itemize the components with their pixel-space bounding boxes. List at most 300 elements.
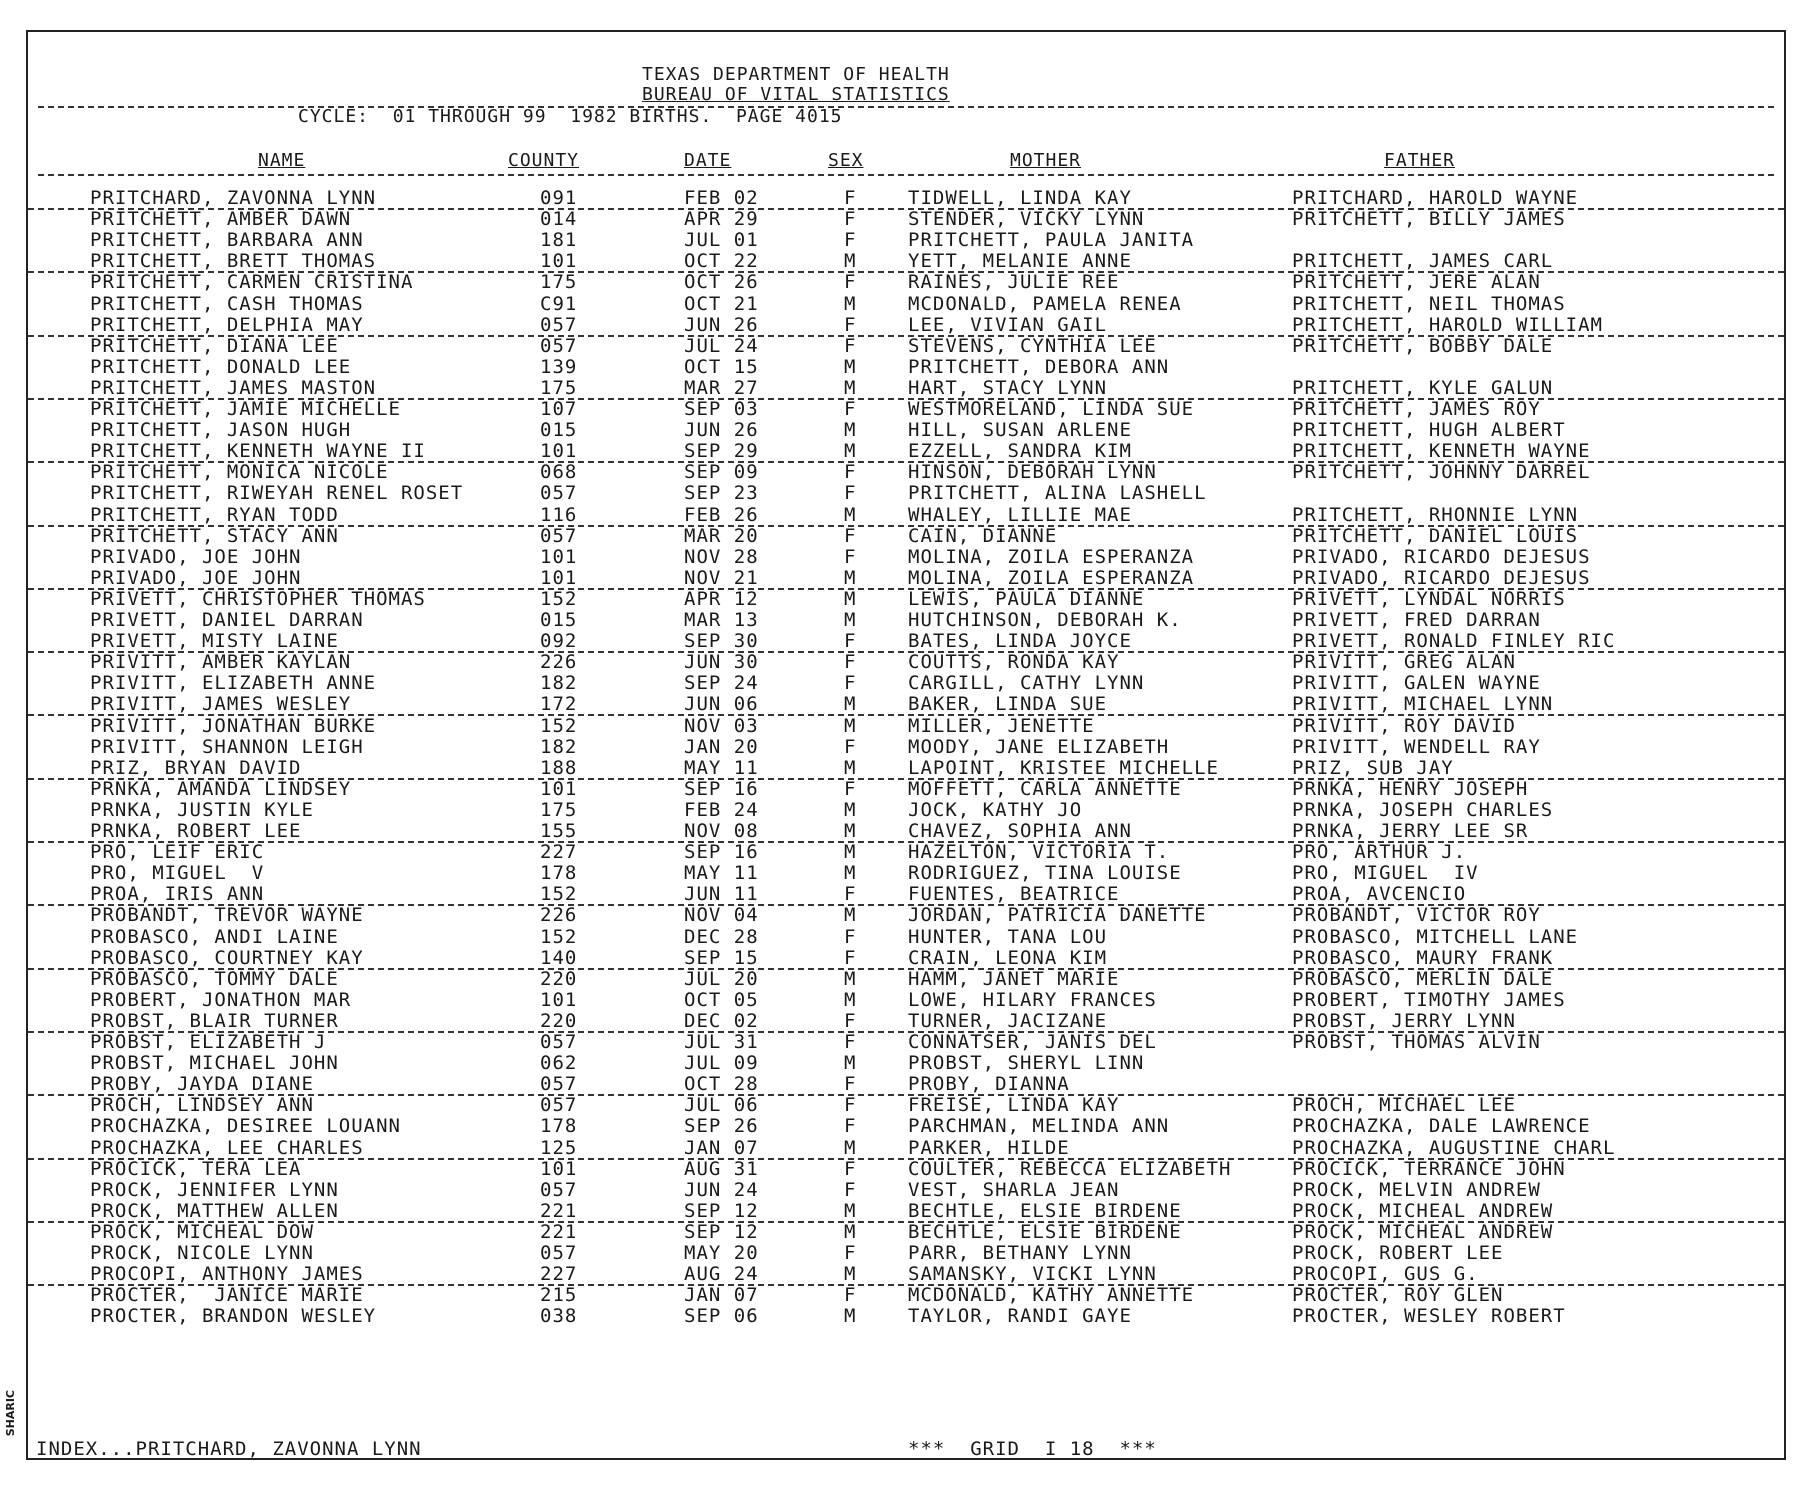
table-row xyxy=(28,482,1784,503)
cell-mother: PARR, BETHANY LYNN xyxy=(908,1242,1132,1264)
cell-mother: WESTMORELAND, LINDA SUE xyxy=(908,398,1195,420)
cell-date: SEP 26 xyxy=(684,1115,759,1138)
cell-sex: F xyxy=(844,735,857,758)
cell-father: PRITCHETT, BILLY JAMES xyxy=(1292,208,1566,231)
cell-father: PROCHAZKA, AUGUSTINE CHARL xyxy=(1292,1136,1616,1159)
cell-county: 125 xyxy=(540,1136,578,1159)
cell-father: PROCTER, WESLEY ROBERT xyxy=(1292,1305,1566,1328)
cell-mother: PROBY, DIANNA xyxy=(908,1073,1070,1096)
cell-name: PRIVITT, ELIZABETH ANNE xyxy=(90,672,377,695)
cell-county: 181 xyxy=(540,229,578,252)
cell-date: SEP 24 xyxy=(684,672,759,695)
table-row xyxy=(28,1179,1784,1200)
cell-sex: M xyxy=(844,419,857,442)
cell-name: PRIVITT, JAMES WESLEY xyxy=(90,693,352,716)
cell-date: DEC 28 xyxy=(684,925,759,948)
cell-father: PROCK, MICHEAL ANDREW xyxy=(1292,1199,1554,1222)
cell-date: SEP 09 xyxy=(684,461,759,484)
cell-sex: F xyxy=(844,630,857,653)
cell-county: 092 xyxy=(540,630,578,653)
cell-date: SEP 29 xyxy=(684,440,759,463)
cell-name: PROCK, NICOLE LYNN xyxy=(90,1242,314,1264)
cell-father: PROCHAZKA, DALE LAWRENCE xyxy=(1292,1115,1591,1138)
cell-name: PRIVADO, JOE JOHN xyxy=(90,545,302,568)
cell-name: PROCTER, BRANDON WESLEY xyxy=(90,1305,377,1328)
cell-sex: F xyxy=(844,1157,857,1180)
column-header-mother: MOTHER xyxy=(1010,150,1082,171)
cell-county: 182 xyxy=(540,672,578,695)
cell-county: 175 xyxy=(540,271,578,294)
cell-county: 057 xyxy=(540,1178,578,1201)
cell-sex: M xyxy=(844,1199,857,1222)
cell-father: PROBANDT, VICTOR ROY xyxy=(1292,904,1541,927)
cell-county: 057 xyxy=(540,334,578,357)
cell-date: JUL 06 xyxy=(684,1094,759,1117)
cell-name: PROBST, BLAIR TURNER xyxy=(90,1009,339,1032)
cell-name: PRITCHETT, RIWEYAH RENEL ROSET xyxy=(90,482,464,505)
cell-name: PROCK, MATTHEW ALLEN xyxy=(90,1199,339,1222)
cell-mother: JOCK, KATHY JO xyxy=(908,798,1083,821)
table-row xyxy=(28,1242,1784,1263)
table-row xyxy=(28,461,1784,482)
cell-father: PROCTER, ROY GLEN xyxy=(1292,1284,1504,1307)
cell-sex: F xyxy=(844,545,857,568)
cell-date: FEB 02 xyxy=(684,187,759,209)
table-row xyxy=(28,187,1784,210)
cell-date: APR 29 xyxy=(684,208,759,231)
cell-sex: M xyxy=(844,250,857,273)
cell-name: PRITCHETT, BARBARA ANN xyxy=(90,229,364,252)
cell-sex: F xyxy=(844,1009,857,1032)
cell-father: PROCOPI, GUS G. xyxy=(1292,1263,1479,1286)
column-header-name: NAME xyxy=(258,150,306,171)
cell-name: PRITCHETT, DELPHIA MAY xyxy=(90,313,364,336)
cell-county: 101 xyxy=(540,1157,578,1180)
cell-father: PRITCHETT, HUGH ALBERT xyxy=(1292,419,1566,442)
cell-date: JUN 26 xyxy=(684,419,759,442)
cell-date: NOV 08 xyxy=(684,820,759,842)
cell-county: 178 xyxy=(540,862,578,885)
table-row xyxy=(28,1137,1784,1160)
cell-name: PROCK, JENNIFER LYNN xyxy=(90,1178,339,1201)
cell-father: PRIZ, SUB JAY xyxy=(1292,756,1454,779)
cell-county: 152 xyxy=(540,883,578,906)
cell-county: 182 xyxy=(540,735,578,758)
cell-date: SEP 15 xyxy=(684,946,759,969)
cell-date: FEB 24 xyxy=(684,798,759,821)
cell-date: OCT 26 xyxy=(684,271,759,294)
cell-date: JUN 30 xyxy=(684,651,759,674)
cell-county: 014 xyxy=(540,208,578,231)
cell-date: SEP 16 xyxy=(684,841,759,864)
cell-father: PRIVETT, RONALD FINLEY RIC xyxy=(1292,630,1616,653)
cell-mother: BATES, LINDA JOYCE xyxy=(908,630,1132,653)
cell-mother: CRAIN, LEONA KIM xyxy=(908,946,1108,969)
cell-father: PRITCHETT, JERE ALAN xyxy=(1292,271,1541,294)
cell-county: 227 xyxy=(540,841,578,864)
cell-name: PRNKA, AMANDA LINDSEY xyxy=(90,777,352,800)
cell-sex: F xyxy=(844,1284,857,1307)
cell-mother: JORDAN, PATRICIA DANETTE xyxy=(908,904,1207,927)
cell-father: PRIVADO, RICARDO DEJESUS xyxy=(1292,545,1591,568)
cell-county: 152 xyxy=(540,714,578,737)
cell-name: PROCHAZKA, LEE CHARLES xyxy=(90,1136,364,1159)
table-row xyxy=(28,398,1784,419)
cell-sex: M xyxy=(844,1136,857,1159)
table-row xyxy=(28,1158,1784,1179)
cell-mother: TURNER, JACIZANE xyxy=(908,1009,1108,1032)
cell-name: PROBASCO, TOMMY DALE xyxy=(90,967,339,990)
cell-sex: F xyxy=(844,1073,857,1096)
cell-mother: COUTTS, RONDA KAY xyxy=(908,651,1120,674)
cell-father: PRITCHETT, JOHNNY DARREL xyxy=(1292,461,1591,484)
cell-mother: HAMM, JANET MARIE xyxy=(908,967,1120,990)
cell-county: 062 xyxy=(540,1052,578,1075)
cell-date: AUG 24 xyxy=(684,1263,759,1286)
cell-mother: BAKER, LINDA SUE xyxy=(908,693,1108,716)
cell-date: OCT 22 xyxy=(684,250,759,273)
cell-sex: M xyxy=(844,798,857,821)
table-row xyxy=(28,672,1784,693)
cell-county: 091 xyxy=(540,187,578,209)
cell-sex: M xyxy=(844,1052,857,1075)
table-row xyxy=(28,335,1784,356)
cell-date: JAN 07 xyxy=(684,1284,759,1307)
cell-date: JUL 01 xyxy=(684,229,759,252)
cell-date: SEP 23 xyxy=(684,482,759,505)
cell-name: PRNKA, JUSTIN KYLE xyxy=(90,798,314,821)
footer-index: INDEX...PRITCHARD, ZAVONNA LYNN xyxy=(36,1438,422,1460)
cell-date: MAY 20 xyxy=(684,1242,759,1264)
cell-name: PRIVETT, CHRISTOPHER THOMAS xyxy=(90,587,426,610)
cell-county: C91 xyxy=(540,292,578,315)
table-row xyxy=(28,778,1784,799)
cell-father: PROCH, MICHAEL LEE xyxy=(1292,1094,1516,1117)
cell-county: 101 xyxy=(540,988,578,1011)
cell-date: JUN 06 xyxy=(684,693,759,716)
column-header-divider xyxy=(38,174,1774,176)
cell-mother: VEST, SHARLA JEAN xyxy=(908,1178,1120,1201)
cell-county: 227 xyxy=(540,1263,578,1286)
cell-county: 139 xyxy=(540,355,578,378)
cell-name: PROBASCO, COURTNEY KAY xyxy=(90,946,364,969)
table-row xyxy=(28,947,1784,970)
cell-county: 038 xyxy=(540,1305,578,1328)
cell-county: 152 xyxy=(540,925,578,948)
table-row xyxy=(28,1010,1784,1033)
cell-county: 015 xyxy=(540,419,578,442)
table-row xyxy=(28,1305,1784,1326)
cell-name: PROBERT, JONATHON MAR xyxy=(90,988,352,1011)
cell-date: SEP 12 xyxy=(684,1199,759,1222)
cell-county: 101 xyxy=(540,777,578,800)
cell-sex: F xyxy=(844,672,857,695)
cell-mother: TAYLOR, RANDI GAYE xyxy=(908,1305,1132,1328)
column-header-county: COUNTY xyxy=(508,150,580,171)
cell-county: 057 xyxy=(540,313,578,336)
cell-county: 140 xyxy=(540,946,578,969)
cell-county: 057 xyxy=(540,524,578,547)
cell-mother: LOWE, HILARY FRANCES xyxy=(908,988,1157,1011)
column-header-date: DATE xyxy=(684,150,732,171)
cell-sex: F xyxy=(844,1094,857,1117)
cell-name: PROCTER, JANICE MARIE xyxy=(90,1284,364,1307)
cell-sex: M xyxy=(844,988,857,1011)
cell-sex: F xyxy=(844,482,857,505)
table-row xyxy=(28,567,1784,590)
cell-county: 215 xyxy=(540,1284,578,1307)
table-row xyxy=(28,1073,1784,1096)
table-row xyxy=(28,968,1784,989)
cell-date: AUG 31 xyxy=(684,1157,759,1180)
table-row xyxy=(28,989,1784,1010)
cell-sex: M xyxy=(844,566,857,589)
table-row xyxy=(28,377,1784,400)
cell-father: PRO, ARTHUR J. xyxy=(1292,841,1467,864)
cell-name: PRITCHETT, STACY ANN xyxy=(90,524,339,547)
cell-sex: F xyxy=(844,946,857,969)
cell-father: PRIVETT, LYNDAL NORRIS xyxy=(1292,587,1566,610)
cell-county: 155 xyxy=(540,820,578,842)
cell-mother: MILLER, JENETTE xyxy=(908,714,1095,737)
cell-mother: LEE, VIVIAN GAIL xyxy=(908,313,1108,336)
cell-county: 116 xyxy=(540,503,578,526)
cell-date: MAR 13 xyxy=(684,609,759,631)
cell-father: PRITCHETT, JAMES ROY xyxy=(1292,398,1541,420)
cell-father: PRIVADO, RICARDO DEJESUS xyxy=(1292,566,1591,589)
table-row xyxy=(28,1031,1784,1052)
cell-county: 101 xyxy=(540,566,578,589)
cell-county: 188 xyxy=(540,756,578,779)
cell-father: PROBERT, TIMOTHY JAMES xyxy=(1292,988,1566,1011)
cell-name: PRO, LEIF ERIC xyxy=(90,841,265,864)
table-row xyxy=(28,609,1784,630)
table-row xyxy=(28,1094,1784,1115)
cell-mother: PARKER, HILDE xyxy=(908,1136,1070,1159)
cell-county: 107 xyxy=(540,398,578,420)
cell-sex: F xyxy=(844,925,857,948)
cell-father: PRNKA, JERRY LEE SR xyxy=(1292,820,1529,842)
cell-name: PROBST, MICHAEL JOHN xyxy=(90,1052,339,1075)
cell-name: PRIVITT, AMBER KAYLAN xyxy=(90,651,352,674)
cell-name: PRITCHETT, CARMEN CRISTINA xyxy=(90,271,414,294)
cell-sex: F xyxy=(844,398,857,420)
cell-date: APR 12 xyxy=(684,587,759,610)
cell-sex: M xyxy=(844,1263,857,1286)
table-row xyxy=(28,693,1784,716)
cell-father: PRIVITT, ROY DAVID xyxy=(1292,714,1516,737)
cell-mother: PROBST, SHERYL LINN xyxy=(908,1052,1145,1075)
cell-mother: HUTCHINSON, DEBORAH K. xyxy=(908,609,1182,631)
cell-date: NOV 03 xyxy=(684,714,759,737)
cell-mother: EZZELL, SANDRA KIM xyxy=(908,440,1132,463)
cell-date: NOV 04 xyxy=(684,904,759,927)
cell-sex: F xyxy=(844,524,857,547)
cell-mother: STEVENS, CYNTHIA LEE xyxy=(908,334,1157,357)
cell-name: PRITCHETT, CASH THOMAS xyxy=(90,292,364,315)
cell-county: 057 xyxy=(540,1073,578,1096)
cell-name: PRITCHETT, JAMES MASTON xyxy=(90,376,377,399)
cell-date: OCT 05 xyxy=(684,988,759,1011)
cell-sex: M xyxy=(844,355,857,378)
cell-name: PRITCHETT, BRETT THOMAS xyxy=(90,250,377,273)
cell-mother: YETT, MELANIE ANNE xyxy=(908,250,1132,273)
cell-sex: F xyxy=(844,334,857,357)
cell-father: PRITCHARD, HAROLD WAYNE xyxy=(1292,187,1579,209)
cell-name: PROCH, LINDSEY ANN xyxy=(90,1094,314,1117)
table-row xyxy=(28,904,1784,925)
cell-sex: F xyxy=(844,461,857,484)
cell-date: JUL 09 xyxy=(684,1052,759,1075)
cell-sex: F xyxy=(844,883,857,906)
cell-father: PROCK, ROBERT LEE xyxy=(1292,1242,1504,1264)
cell-name: PRIZ, BRYAN DAVID xyxy=(90,756,302,779)
cell-mother: MCDONALD, KATHY ANNETTE xyxy=(908,1284,1195,1307)
cell-sex: M xyxy=(844,967,857,990)
cell-date: JUN 24 xyxy=(684,1178,759,1201)
table-row xyxy=(28,546,1784,567)
cell-name: PRO, MIGUEL V xyxy=(90,862,265,885)
cell-sex: F xyxy=(844,1031,857,1053)
cell-county: 015 xyxy=(540,609,578,631)
cell-sex: M xyxy=(844,1220,857,1243)
cell-name: PROBST, ELIZABETH J xyxy=(90,1031,327,1053)
cell-name: PROA, IRIS ANN xyxy=(90,883,265,906)
cell-date: JUL 24 xyxy=(684,334,759,357)
cell-county: 057 xyxy=(540,482,578,505)
table-row xyxy=(28,1284,1784,1305)
cell-mother: BECHTLE, ELSIE BIRDENE xyxy=(908,1199,1182,1222)
cell-name: PROCOPI, ANTHONY JAMES xyxy=(90,1263,364,1286)
cell-mother: HUNTER, TANA LOU xyxy=(908,925,1108,948)
cell-name: PRIVADO, JOE JOHN xyxy=(90,566,302,589)
cell-date: JUL 31 xyxy=(684,1031,759,1053)
cell-mother: MOLINA, ZOILA ESPERANZA xyxy=(908,545,1195,568)
cell-name: PRITCHETT, RYAN TODD xyxy=(90,503,339,526)
cell-sex: M xyxy=(844,609,857,631)
table-row xyxy=(28,630,1784,653)
table-row xyxy=(28,926,1784,947)
table-row xyxy=(28,799,1784,820)
cell-father: PRITCHETT, HAROLD WILLIAM xyxy=(1292,313,1603,336)
cell-name: PRNKA, ROBERT LEE xyxy=(90,820,302,842)
cell-name: PRITCHETT, JASON HUGH xyxy=(90,419,352,442)
cell-name: PRIVETT, MISTY LAINE xyxy=(90,630,339,653)
table-row xyxy=(28,651,1784,672)
cell-date: SEP 12 xyxy=(684,1220,759,1243)
cell-father: PROCK, MICHEAL ANDREW xyxy=(1292,1220,1554,1243)
cell-father: PROBST, THOMAS ALVIN xyxy=(1292,1031,1541,1053)
table-row xyxy=(28,525,1784,546)
cell-county: 152 xyxy=(540,587,578,610)
table-row xyxy=(28,757,1784,780)
cell-father: PRITCHETT, RHONNIE LYNN xyxy=(1292,503,1579,526)
cell-sex: F xyxy=(844,777,857,800)
cell-mother: FUENTES, BEATRICE xyxy=(908,883,1120,906)
table-row xyxy=(28,1263,1784,1286)
cell-date: MAR 27 xyxy=(684,376,759,399)
cell-mother: PARCHMAN, MELINDA ANN xyxy=(908,1115,1170,1138)
cell-mother: LAPOINT, KRISTEE MICHELLE xyxy=(908,756,1219,779)
cell-county: 175 xyxy=(540,798,578,821)
cell-father: PRIVETT, FRED DARRAN xyxy=(1292,609,1541,631)
cell-mother: SAMANSKY, VICKI LYNN xyxy=(908,1263,1157,1286)
cell-date: SEP 16 xyxy=(684,777,759,800)
cell-father: PROA, AVCENCIO xyxy=(1292,883,1467,906)
cell-name: PRITCHETT, MONICA NICOLE xyxy=(90,461,389,484)
cell-county: 221 xyxy=(540,1220,578,1243)
column-header-sex: SEX xyxy=(828,150,864,171)
cell-name: PROCICK, TERA LEA xyxy=(90,1157,302,1180)
cell-name: PRIVITT, SHANNON LEIGH xyxy=(90,735,364,758)
cell-mother: RAINES, JULIE REE xyxy=(908,271,1120,294)
cell-mother: LEWIS, PAULA DIANNE xyxy=(908,587,1145,610)
table-row xyxy=(28,588,1784,609)
cell-father: PRNKA, HENRY JOSEPH xyxy=(1292,777,1529,800)
cell-father: PROBASCO, MERLIN DALE xyxy=(1292,967,1554,990)
cell-mother: HINSON, DEBORAH LYNN xyxy=(908,461,1157,484)
cell-sex: M xyxy=(844,693,857,716)
table-row xyxy=(28,250,1784,273)
cell-father: PROCICK, TERRANCE JOHN xyxy=(1292,1157,1566,1180)
cell-father: PRITCHETT, KYLE GALUN xyxy=(1292,376,1554,399)
cell-name: PRITCHETT, JAMIE MICHELLE xyxy=(90,398,401,420)
cell-mother: HILL, SUSAN ARLENE xyxy=(908,419,1132,442)
table-row xyxy=(28,356,1784,377)
cell-sex: M xyxy=(844,756,857,779)
cell-sex: M xyxy=(844,820,857,842)
cell-date: DEC 02 xyxy=(684,1009,759,1032)
cell-sex: M xyxy=(844,292,857,315)
cell-father: PROBASCO, MAURY FRANK xyxy=(1292,946,1554,969)
cell-date: SEP 30 xyxy=(684,630,759,653)
cell-father: PRO, MIGUEL IV xyxy=(1292,862,1479,885)
table-row xyxy=(28,208,1784,229)
cell-name: PRITCHETT, DONALD LEE xyxy=(90,355,352,378)
cell-county: 057 xyxy=(540,1242,578,1264)
table-row xyxy=(28,229,1784,250)
footer-grid: *** GRID I 18 *** xyxy=(908,1438,1157,1460)
table-row xyxy=(28,862,1784,883)
cell-county: 057 xyxy=(540,1094,578,1117)
cell-name: PRITCHARD, ZAVONNA LYNN xyxy=(90,187,377,209)
cell-date: JUL 20 xyxy=(684,967,759,990)
cell-father: PRIVITT, GREG ALAN xyxy=(1292,651,1516,674)
cell-mother: COULTER, REBECCA ELIZABETH xyxy=(908,1157,1232,1180)
cell-mother: PRITCHETT, PAULA JANITA xyxy=(908,229,1195,252)
cell-mother: PRITCHETT, ALINA LASHELL xyxy=(908,482,1207,505)
cell-mother: CONNATSER, JANIS DEL xyxy=(908,1031,1157,1053)
cell-mother: BECHTLE, ELSIE BIRDENE xyxy=(908,1220,1182,1243)
cell-county: 220 xyxy=(540,1009,578,1032)
cell-sex: F xyxy=(844,1178,857,1201)
cell-mother: MOODY, JANE ELIZABETH xyxy=(908,735,1170,758)
cell-date: JAN 20 xyxy=(684,735,759,758)
cell-father: PRITCHETT, JAMES CARL xyxy=(1292,250,1554,273)
header-bureau: BUREAU OF VITAL STATISTICS xyxy=(642,84,950,105)
cell-sex: F xyxy=(844,208,857,231)
cell-name: PROCHAZKA, DESIREE LOUANN xyxy=(90,1115,401,1138)
table-row xyxy=(28,883,1784,906)
cell-mother: CARGILL, CATHY LYNN xyxy=(908,672,1145,695)
cell-sex: F xyxy=(844,1115,857,1138)
cell-sex: M xyxy=(844,376,857,399)
table-row xyxy=(28,314,1784,337)
cell-name: PRITCHETT, DIANA LEE xyxy=(90,334,339,357)
cell-sex: F xyxy=(844,187,857,209)
cell-father: PRIVITT, MICHAEL LYNN xyxy=(1292,693,1554,716)
table-row xyxy=(28,504,1784,527)
